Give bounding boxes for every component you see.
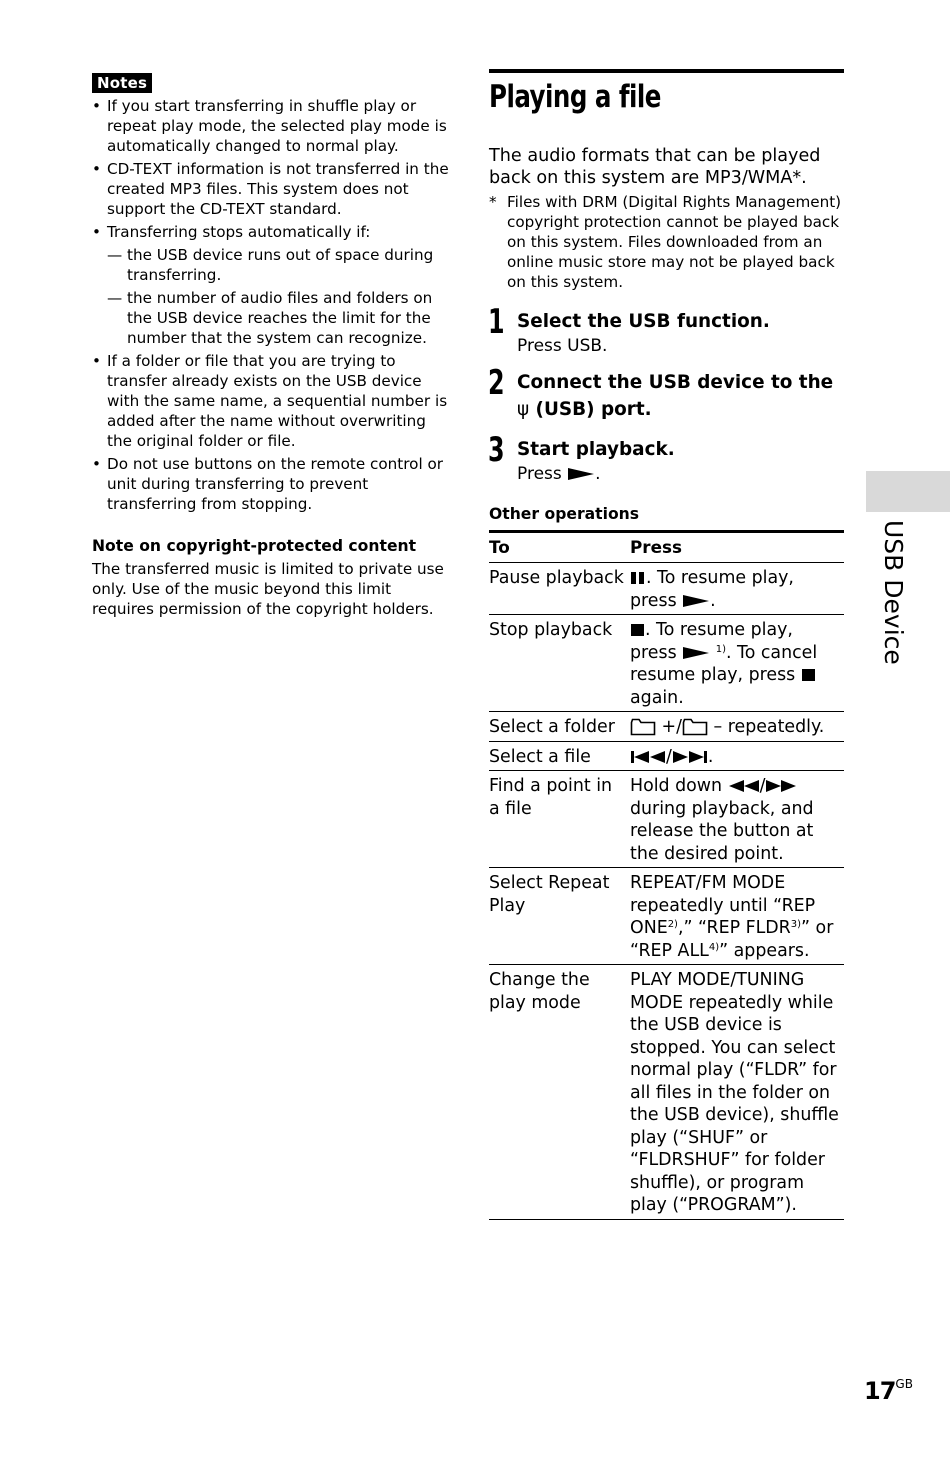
next-track-icon bbox=[672, 750, 708, 764]
footnote-ref: 4) bbox=[708, 941, 720, 953]
footnote-ref: 2) bbox=[667, 919, 678, 930]
cell-to: Find a point in a file bbox=[489, 771, 630, 868]
cell-text: / bbox=[666, 746, 672, 767]
page-number-value: 17 bbox=[864, 1377, 896, 1405]
cell-to: Select Repeat Play bbox=[489, 868, 630, 965]
column-header-to: To bbox=[489, 532, 630, 563]
cell-press bbox=[630, 712, 844, 742]
cell-text: Hold down bbox=[630, 776, 723, 796]
dash: — bbox=[107, 289, 123, 307]
step-instruction bbox=[517, 463, 844, 485]
bullet: • bbox=[92, 455, 101, 473]
table-row bbox=[489, 868, 844, 965]
cell-text: . To cancel resume play, press bbox=[630, 642, 818, 685]
note-subitem bbox=[92, 245, 452, 285]
step-3 bbox=[488, 430, 844, 485]
side-tab-text: USB Device bbox=[879, 520, 908, 665]
note-item bbox=[92, 454, 452, 514]
note-text: Do not use buttons on the remote control or unit during transferring to prevent transferring from stopping. bbox=[107, 455, 444, 513]
table-row bbox=[489, 712, 844, 742]
step-instruction: Press USB. bbox=[517, 336, 608, 356]
bullet: • bbox=[92, 97, 101, 115]
note-text: CD-TEXT information is not transferred in the created MP3 files. This system does not support the CD-TEXT standard. bbox=[107, 160, 449, 218]
page-title: Playing a file bbox=[489, 79, 661, 115]
copyright-heading: Note on copyright-protected content bbox=[92, 537, 417, 555]
cell-press bbox=[630, 615, 844, 712]
cell-text: – repeatedly. bbox=[713, 717, 825, 737]
other-operations-heading: Other operations bbox=[489, 505, 640, 523]
step-heading bbox=[517, 369, 844, 423]
side-tab-label bbox=[875, 520, 915, 665]
fast-forward-icon bbox=[765, 779, 797, 793]
note-item bbox=[92, 159, 452, 219]
play-icon bbox=[682, 594, 710, 608]
stop-icon bbox=[801, 668, 816, 682]
note-item bbox=[92, 96, 452, 156]
bullet: • bbox=[92, 223, 101, 241]
table-row bbox=[489, 771, 844, 868]
step-number: 2 bbox=[488, 363, 505, 403]
note-text: Transferring stops automatically if: bbox=[107, 223, 371, 241]
step-1 bbox=[488, 302, 844, 357]
step-number: 1 bbox=[488, 302, 505, 342]
cell-to: Select a folder bbox=[489, 712, 630, 742]
bullet: • bbox=[92, 352, 101, 370]
note-text: If you start transferring in shuffle play or repeat play mode, the selected play mode is automatically changed to normal play. bbox=[107, 97, 447, 155]
cell-text: / bbox=[759, 776, 766, 796]
folder-icon bbox=[630, 718, 656, 736]
cell-to: Change the play mode bbox=[489, 965, 630, 1220]
dash: — bbox=[107, 246, 123, 264]
table-header-row bbox=[489, 532, 844, 563]
footnote-ref: 3) bbox=[790, 919, 802, 930]
step-2 bbox=[488, 363, 844, 423]
pause-icon bbox=[630, 571, 646, 585]
cell-press bbox=[630, 741, 844, 771]
cell-to: Stop playback bbox=[489, 615, 630, 712]
table-row bbox=[489, 615, 844, 712]
note-subitem bbox=[92, 288, 452, 348]
footnote-mark: * bbox=[489, 193, 497, 211]
cell-text: . To resume play, press bbox=[630, 620, 793, 663]
note-text: If a folder or file that you are trying to transfer already exists on the USB device with the same name, a sequential number is added after the name without overwriting the original folder or file. bbox=[107, 352, 448, 450]
prev-track-icon bbox=[630, 750, 666, 764]
table-row bbox=[489, 741, 844, 771]
cell-text: . bbox=[707, 746, 714, 767]
cell-text: ,” “REP FLDR bbox=[677, 918, 791, 938]
main-column bbox=[489, 69, 844, 1220]
subitem-text: the number of audio files and folders on the USB device reaches the limit for the number that the system can recognize. bbox=[127, 289, 433, 347]
cell-text: during playback, and release the button at the desired point. bbox=[630, 798, 814, 864]
bullet: • bbox=[92, 160, 101, 178]
copyright-text: The transferred music is limited to private use only. Use of the music beyond this limit requires permission of the copyright holders. bbox=[92, 560, 444, 618]
cell-text: ” or “REP ALL bbox=[630, 918, 834, 961]
intro-text: The audio formats that can be played back on this system are MP3/WMA*. bbox=[489, 146, 821, 188]
cell-to: Select a file bbox=[489, 741, 630, 771]
footnote bbox=[489, 192, 844, 292]
subitem-text: the USB device runs out of space during transferring. bbox=[127, 246, 434, 284]
title-rule bbox=[489, 69, 844, 73]
cell-text: ” appears. bbox=[719, 940, 810, 961]
stop-icon bbox=[630, 623, 645, 637]
note-item bbox=[92, 222, 452, 242]
step-instruction-text: Press bbox=[517, 464, 562, 484]
footnote-text: Files with DRM (Digital Rights Management) copyright protection cannot be played back on this system. Files downloaded from an online music store may not be played back on this system. bbox=[507, 193, 842, 291]
cell-text: . bbox=[710, 590, 716, 611]
table-row bbox=[489, 965, 844, 1220]
table-row bbox=[489, 563, 844, 615]
page-number bbox=[864, 1376, 913, 1406]
rewind-icon bbox=[728, 779, 760, 793]
cell-text: . To resume play, press bbox=[630, 568, 794, 611]
page-number-suffix: GB bbox=[895, 1377, 913, 1391]
step-heading-text: Connect the USB device to the bbox=[517, 372, 834, 393]
usb-icon: ψ bbox=[517, 399, 530, 420]
operations-table bbox=[489, 530, 844, 1220]
folder-icon bbox=[682, 718, 708, 736]
cell-text: +/ bbox=[661, 717, 682, 737]
footnote-ref: 1) bbox=[715, 643, 726, 655]
step-heading: Start playback. bbox=[517, 439, 675, 460]
cell-press bbox=[630, 771, 844, 868]
cell-press bbox=[630, 868, 844, 965]
notes-column bbox=[92, 73, 452, 619]
side-tab-marker bbox=[866, 471, 950, 512]
step-heading: Select the USB function. bbox=[517, 311, 770, 332]
cell-text: REPEAT/FM MODE repeatedly until “REP ONE bbox=[630, 873, 816, 938]
cell-press: PLAY MODE/TUNING MODE repeatedly while the USB device is stopped. You can select normal play (“FLDR” for all files in the folder on the USB device), shuffle play (“SHUF” or “FLDRSHUF” for folder shuffle), or program play (“PROGRAM”). bbox=[630, 965, 844, 1220]
cell-to: Pause playback bbox=[489, 563, 630, 615]
cell-press bbox=[630, 563, 844, 615]
punctuation: . bbox=[595, 464, 601, 484]
play-icon bbox=[567, 467, 595, 481]
column-header-press: Press bbox=[630, 532, 844, 563]
step-heading-text: (USB) port. bbox=[535, 399, 652, 420]
note-item bbox=[92, 351, 452, 451]
cell-text: again. bbox=[630, 687, 684, 708]
notes-badge: Notes bbox=[92, 73, 152, 93]
play-icon bbox=[682, 646, 710, 660]
step-number: 3 bbox=[488, 430, 505, 470]
